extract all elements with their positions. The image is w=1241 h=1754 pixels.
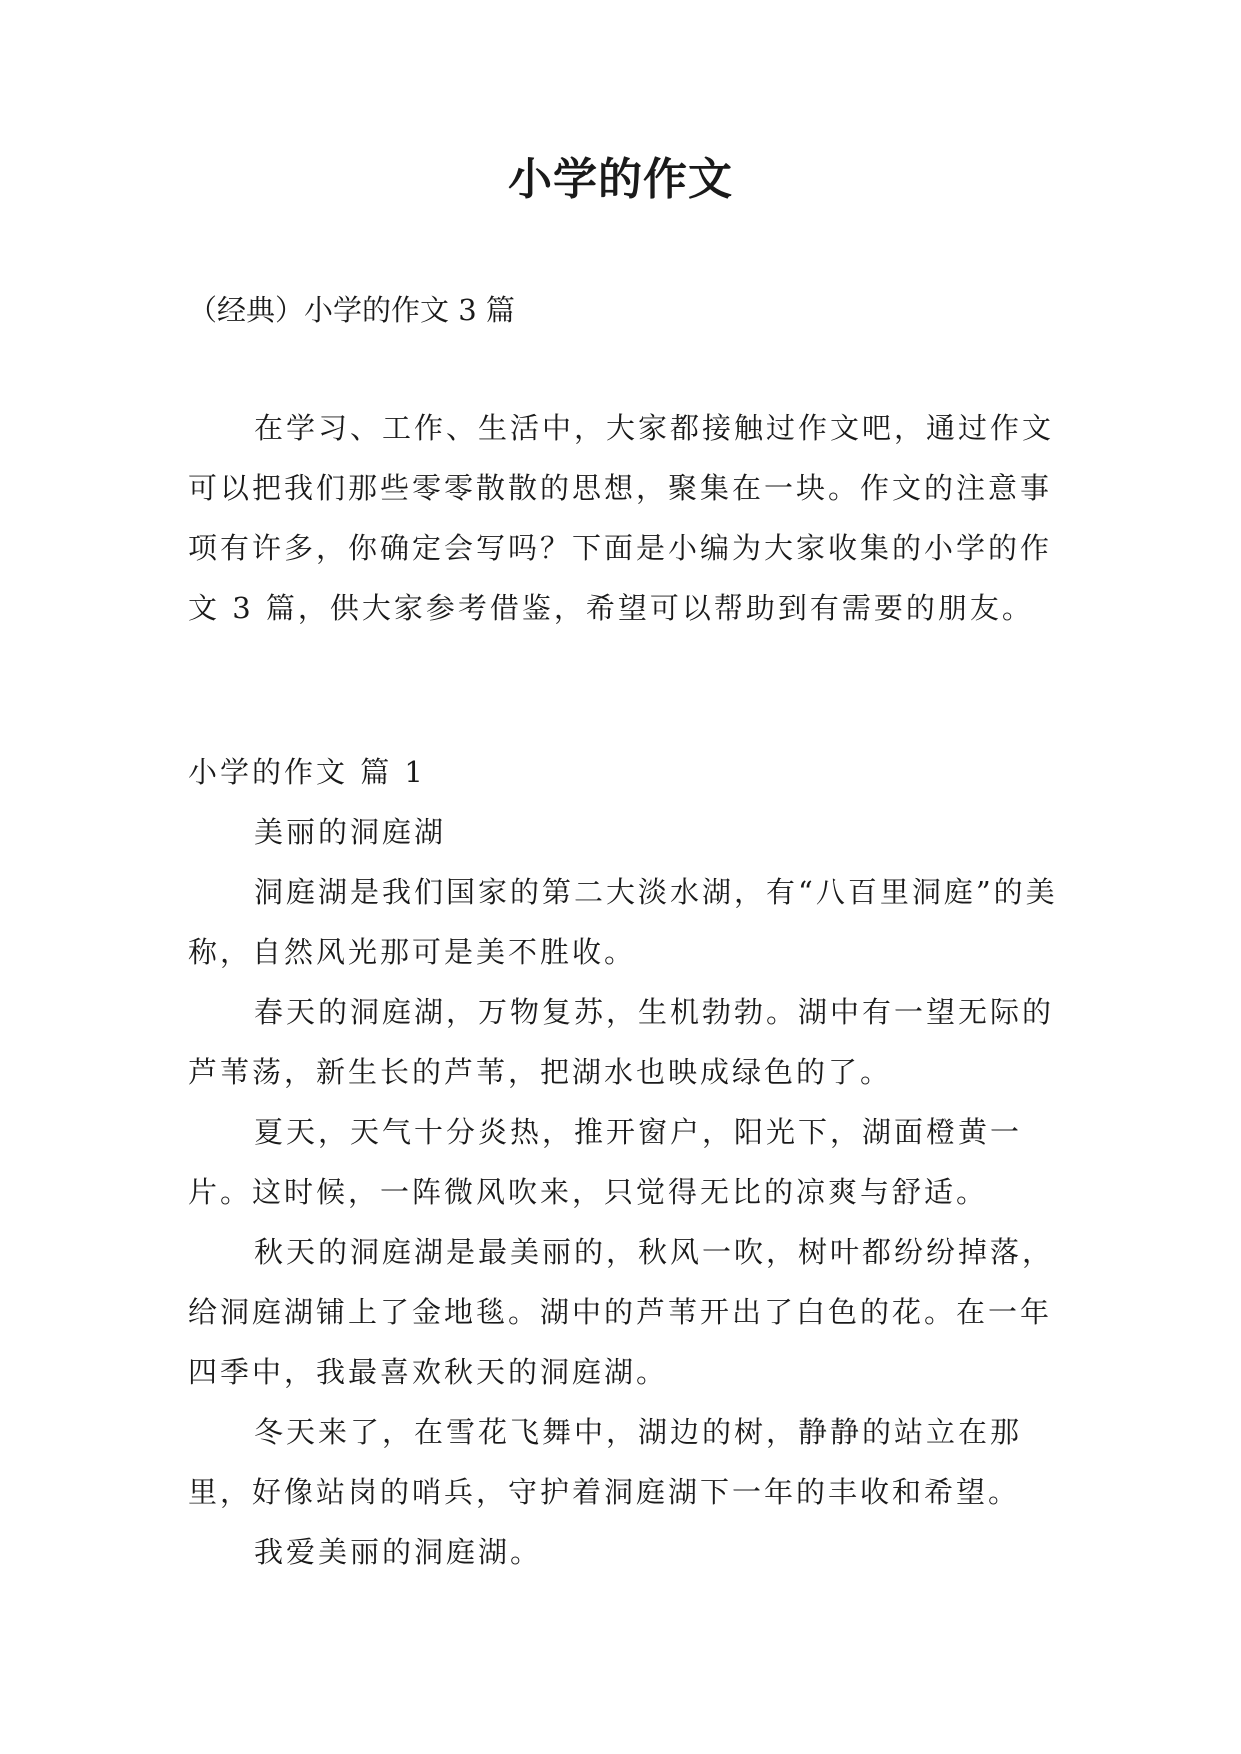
document-title: 小学的作文 [508, 154, 733, 205]
intro-paragraph: 在学习、工作、生活中，大家都接触过作文吧，通过作文可以把我们那些零零散散的思想，聚集在一块。作文的注意事项有许多，你确定会写吗？下面是小编为大家收集的小学的作文 3 篇，供大家参考借鉴，希望可以帮助到有需要的朋友。 [188, 411, 1055, 625]
essay-paragraph: 夏天，天气十分炎热，推开窗户，阳光下，湖面橙黄一片。这时候，一阵微风吹来，只觉得无比的凉爽与舒适。 [188, 1115, 1023, 1209]
section-1 [188, 742, 1068, 1582]
essay-paragraph: 秋天的洞庭湖是最美丽的，秋风一吹，树叶都纷纷掉落，给洞庭湖铺上了金地毯。湖中的芦苇开出了白色的花。在一年四季中，我最喜欢秋天的洞庭湖。 [188, 1235, 1055, 1389]
essay-paragraph: 春天的洞庭湖，万物复苏，生机勃勃。湖中有一望无际的芦苇荡，新生长的芦苇，把湖水也映成绿色的了。 [188, 995, 1055, 1089]
intro-block [188, 398, 1068, 638]
document-subtitle: （经典）小学的作文 3 篇 [188, 293, 515, 327]
essay-title: 美丽的洞庭湖 [254, 815, 447, 849]
essay-paragraph: 冬天来了，在雪花飞舞中，湖边的树，静静的站立在那里，好像站岗的哨兵，守护着洞庭湖下一年的丰收和希望。 [188, 1415, 1023, 1509]
essay-paragraph: 我爱美丽的洞庭湖。 [254, 1535, 543, 1569]
section-heading: 小学的作文 篇 1 [188, 755, 426, 789]
essay-paragraph: 洞庭湖是我们国家的第二大淡水湖，有“八百里洞庭”的美称，自然风光那可是美不胜收。 [188, 875, 1058, 969]
